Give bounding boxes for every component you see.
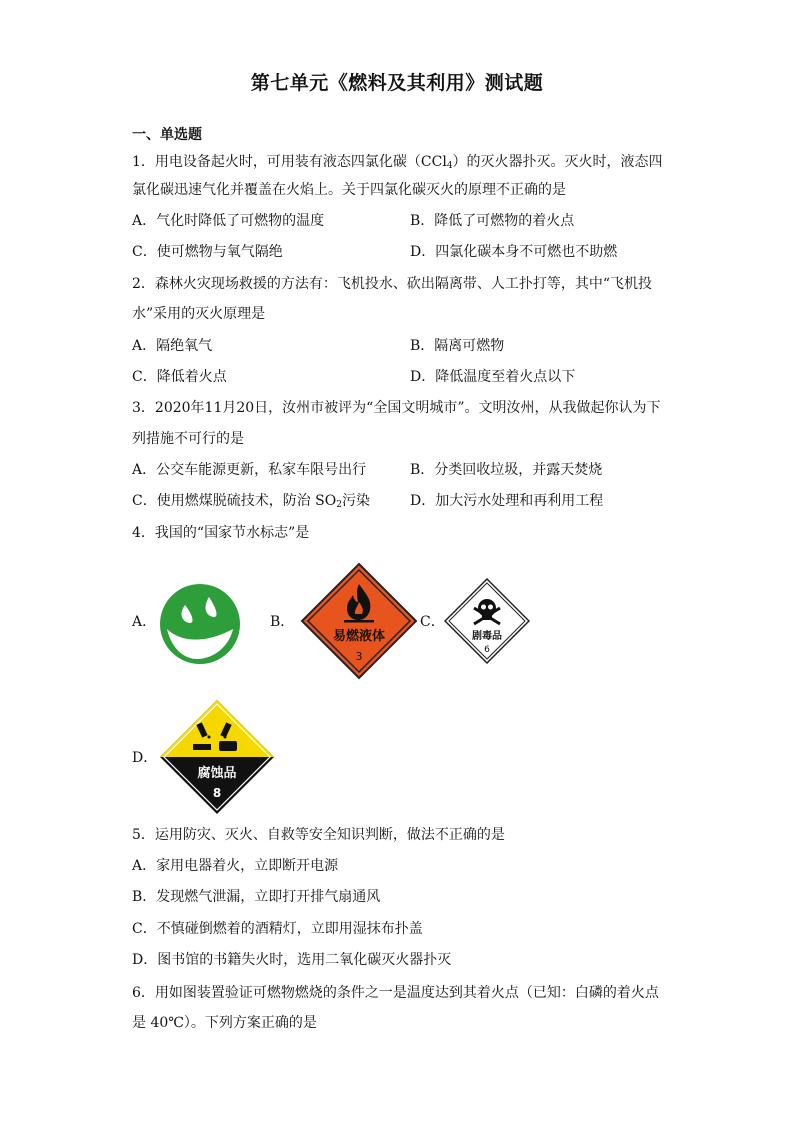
question-6-line-1: 6．用如图装置验证可燃物燃烧的条件之一是温度达到其着火点（已知：白磷的着火点 <box>132 985 659 1001</box>
question-3-line-1: 3．2020年11月20日，汝州市被评为“全国文明城市”。文明汝州，从我做起你认为下 <box>132 400 661 416</box>
q1-option-d[interactable]: D．四氯化碳本身不可燃也不助燃 <box>410 244 618 260</box>
q4-label-a[interactable]: A． <box>132 614 157 630</box>
corrosive-icon[interactable] <box>159 699 275 815</box>
page-title: 第七单元《燃料及其利用》测试题 <box>250 72 544 94</box>
q2-option-c[interactable]: C．降低着火点 <box>132 369 227 385</box>
toxic-class-number: 6 <box>484 645 490 655</box>
q4-label-c[interactable]: C． <box>420 614 445 630</box>
q5-option-d[interactable]: D．图书馆的书籍失火时，选用二氧化碳灭火器扑灭 <box>132 952 452 968</box>
q1-option-a[interactable]: A．气化时降低了可燃物的温度 <box>132 213 325 229</box>
q3-option-b[interactable]: B．分类回收垃圾，并露天焚烧 <box>410 462 603 478</box>
q5-option-a[interactable]: A．家用电器着火，立即断开电源 <box>132 858 339 874</box>
q5-option-b[interactable]: B．发现燃气泄漏，立即打开排气扇通风 <box>132 889 381 905</box>
q3-option-d[interactable]: D．加大污水处理和再利用工程 <box>410 493 604 509</box>
flammable-class-number: 3 <box>355 650 363 663</box>
q3-option-c[interactable]: C．使用燃煤脱硫技术，防治 $SO_2$污染 <box>132 493 370 510</box>
question-1-line-2: 氯化碳迅速气化并覆盖在火焰上。关于四氯化碳灭火的原理不正确的是 <box>132 182 566 198</box>
corrosive-label: 腐蚀品 <box>197 766 237 781</box>
question-1-line-1: 1．用电设备起火时，可用装有液态四氯化碳（CCl$_4$）的灭火器扑灭。灭火时，液态四 <box>132 154 663 171</box>
toxic-label: 剧毒品 <box>472 631 502 642</box>
q2-option-d[interactable]: D．降低温度至着火点以下 <box>410 369 576 385</box>
question-2-line-1: 2．森林火灾现场救援的方法有：飞机投水、砍出隔离带、人工扑打等，其中“飞机投 <box>132 276 653 292</box>
question-6-line-2: 是 40℃）。下列方案正确的是 <box>132 1015 317 1031</box>
toxic-icon[interactable] <box>444 578 530 664</box>
q4-label-b[interactable]: B． <box>270 614 295 630</box>
corrosive-class-number: 8 <box>212 786 222 800</box>
flammable-label: 易燃液体 <box>332 629 386 644</box>
question-3-line-2: 列措施不可行的是 <box>132 431 244 447</box>
q4-label-d[interactable]: D． <box>132 750 158 766</box>
q1-option-c[interactable]: C．使可燃物与氧气隔绝 <box>132 244 283 260</box>
q3-option-a[interactable]: A．公交车能源更新，私家车限号出行 <box>132 462 367 478</box>
flammable-liquid-icon[interactable] <box>300 562 418 680</box>
section-heading: 一、单选题 <box>132 127 202 143</box>
question-4-line-1: 4．我国的“国家节水标志”是 <box>132 525 310 541</box>
question-2-line-2: 水”采用的灭火原理是 <box>132 306 266 322</box>
water-saving-icon[interactable] <box>159 583 241 665</box>
q2-option-a[interactable]: A．隔绝氧气 <box>132 338 213 354</box>
q5-option-c[interactable]: C．不慎碰倒燃着的酒精灯，立即用湿抹布扑盖 <box>132 921 423 937</box>
q1-option-b[interactable]: B．降低了可燃物的着火点 <box>410 213 575 229</box>
question-5-line-1: 5．运用防灾、灭火、自救等安全知识判断，做法不正确的是 <box>132 827 505 843</box>
q2-option-b[interactable]: B．隔离可燃物 <box>410 338 505 354</box>
